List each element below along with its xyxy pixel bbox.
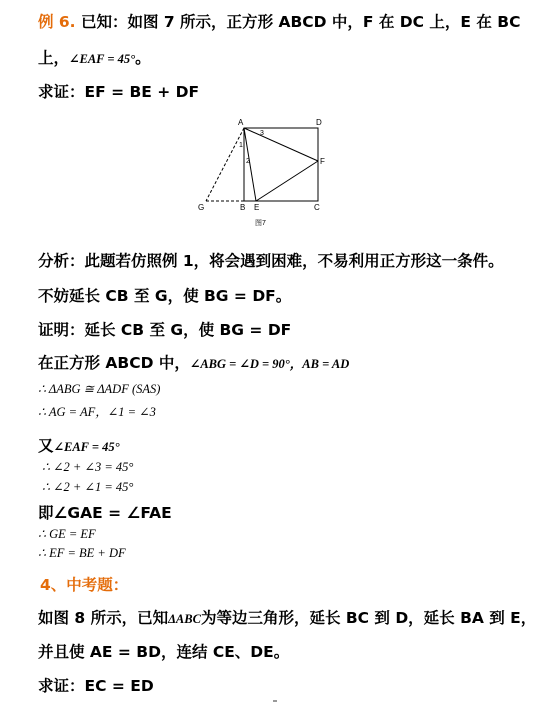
square-math: ∠ABG = ∠D = 90°，AB = AD: [189, 357, 350, 371]
angle-label-2: 2: [246, 158, 250, 165]
proof-heading: 证明：延长 CB 至 G，使 BG = DF: [38, 321, 292, 339]
example-text-2-end: 。: [135, 49, 151, 67]
problem-line-2: 并且使 AE = BD，连结 CE、DE。: [38, 643, 290, 661]
example-text-2: 上，: [38, 49, 70, 67]
proof-step-3: ∴ ∠2 + ∠3 = 45°: [42, 460, 134, 474]
figure-caption: 图7: [255, 220, 266, 227]
also-line: [38, 434, 120, 456]
proof-step-1: ∴ ΔABG ≅ ΔADF (SAS): [38, 382, 161, 396]
page-marker: [273, 700, 277, 702]
angle-label-1: 1: [239, 142, 243, 149]
proof-step-2: ∴ AG = AF，∠1 = ∠3: [38, 405, 156, 419]
angle-label-3: 3: [260, 130, 264, 137]
problem-math: ΔABC: [168, 612, 201, 626]
problem-text-1: 如图 8 所示，已知: [38, 609, 169, 627]
segment-ag-dashed: [206, 128, 244, 201]
point-label-f: F: [320, 157, 325, 166]
point-label-g: G: [198, 203, 205, 212]
example-label: 例 6.: [38, 13, 76, 31]
example-line-2: [38, 46, 151, 68]
hint-text: 不妨延长 CB 至 G，使 BG = DF。: [38, 287, 292, 305]
square-text: 在正方形 ABCD 中，: [38, 354, 190, 372]
example-text-1: 已知：如图 7 所示，正方形 ABCD 中，F 在 DC 上，E 在 BC: [80, 13, 521, 31]
problem-line-1: [38, 606, 536, 628]
proof-step-4: ∴ ∠2 + ∠1 = 45°: [42, 480, 134, 494]
also-text: 又: [38, 437, 54, 455]
problem-prove: 求证：EC = ED: [38, 677, 154, 695]
problem-text-1-end: 为等边三角形，延长 BC 到 D，延长 BA 到 E，: [200, 609, 537, 627]
segment-af: [244, 128, 318, 161]
point-label-c: C: [314, 203, 320, 212]
example-line-1: [38, 10, 521, 32]
point-label-d: D: [316, 118, 322, 127]
also-math: ∠EAF = 45°: [53, 440, 120, 454]
point-label-e: E: [254, 203, 260, 212]
section-title: 4、中考题：: [40, 576, 129, 594]
square-abcd: [244, 128, 318, 201]
point-label-b: B: [240, 203, 246, 212]
analysis-text: 分析：此题若仿照例 1，将会遇到困难，不易利用正方形这一条件。: [38, 252, 504, 270]
conclusion-ie: 即∠GAE = ∠FAE: [38, 504, 172, 522]
proof-step-5: ∴ GE = EF: [38, 527, 96, 541]
example-prove: 求证：EF = BE + DF: [38, 83, 200, 101]
square-line: [38, 351, 349, 373]
segment-ef: [256, 161, 318, 201]
proof-step-6: ∴ EF = BE + DF: [38, 546, 126, 560]
geometry-figure-7: [196, 114, 336, 234]
point-label-a: A: [238, 118, 244, 127]
example-math-angle: ∠EAF = 45°: [69, 52, 136, 66]
